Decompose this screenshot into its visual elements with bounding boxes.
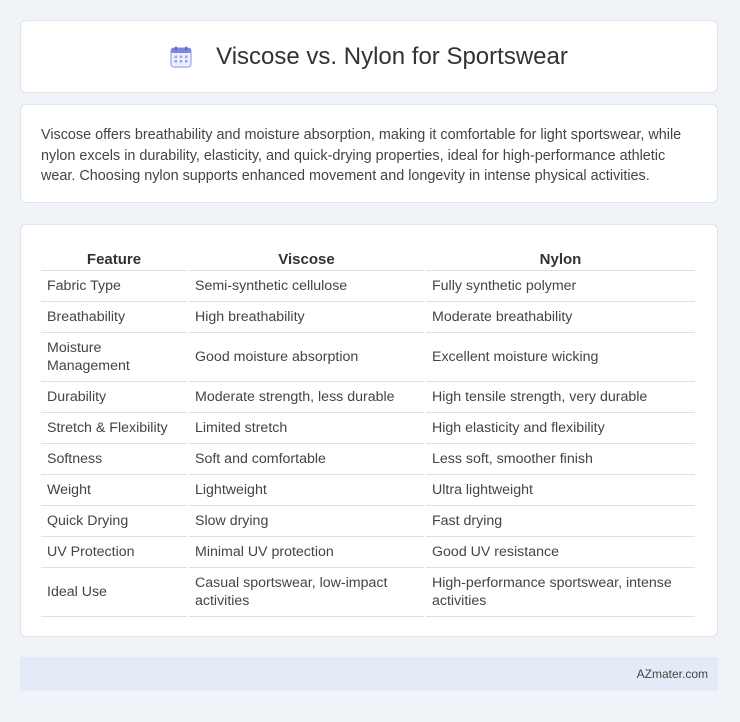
nylon-cell: Fully synthetic polymer xyxy=(426,271,695,302)
table-row xyxy=(41,537,695,568)
table-row xyxy=(41,271,695,302)
nylon-cell: Good UV resistance xyxy=(426,537,695,568)
table-row xyxy=(41,302,695,333)
nylon-cell: High elasticity and flexibility xyxy=(426,413,695,444)
nylon-cell: Moderate breathability xyxy=(426,302,695,333)
nylon-cell: Ultra lightweight xyxy=(426,475,695,506)
feature-cell: Durability xyxy=(41,382,187,413)
table-row xyxy=(41,333,695,382)
feature-cell: UV Protection xyxy=(41,537,187,568)
feature-cell: Fabric Type xyxy=(41,271,187,302)
nylon-cell: High-performance sportswear, intense activities xyxy=(426,568,695,617)
viscose-cell: High breathability xyxy=(189,302,424,333)
feature-cell: Moisture Management xyxy=(41,333,187,382)
table-header-row xyxy=(41,245,695,271)
viscose-cell: Minimal UV protection xyxy=(189,537,424,568)
feature-cell: Quick Drying xyxy=(41,506,187,537)
table-row xyxy=(41,444,695,475)
feature-cell: Weight xyxy=(41,475,187,506)
table-row xyxy=(41,413,695,444)
viscose-cell: Good moisture absorption xyxy=(189,333,424,382)
nylon-cell: Less soft, smoother finish xyxy=(426,444,695,475)
feature-cell: Softness xyxy=(41,444,187,475)
header-nylon: Nylon xyxy=(426,245,695,271)
viscose-cell: Lightweight xyxy=(189,475,424,506)
viscose-cell: Limited stretch xyxy=(189,413,424,444)
comparison-table xyxy=(39,245,697,617)
summary-card xyxy=(20,104,718,203)
feature-cell: Ideal Use xyxy=(41,568,187,617)
title-card xyxy=(20,20,718,93)
summary-text: Viscose offers breathability and moisture absorption, making it comfortable for light sportswear, while nylon excels in durability, elasticity, and quick-drying properties, ideal for high-performance athletic wear. Choosing nylon supports enhanced movement and longevity in intense physical activities. xyxy=(41,127,682,184)
viscose-cell: Semi-synthetic cellulose xyxy=(189,271,424,302)
footer-credit: AZmater.com xyxy=(636,667,708,681)
nylon-cell: Fast drying xyxy=(426,506,695,537)
nylon-cell: Excellent moisture wicking xyxy=(426,333,695,382)
viscose-cell: Moderate strength, less durable xyxy=(189,382,424,413)
viscose-cell: Soft and comfortable xyxy=(189,444,424,475)
comparison-card xyxy=(20,224,718,637)
header-viscose: Viscose xyxy=(189,245,424,271)
table-row xyxy=(41,475,695,506)
page-title: Viscose vs. Nylon for Sportswear xyxy=(216,42,568,70)
viscose-cell: Slow drying xyxy=(189,506,424,537)
table-row xyxy=(41,506,695,537)
calendar-icon xyxy=(170,46,192,68)
nylon-cell: High tensile strength, very durable xyxy=(426,382,695,413)
footer xyxy=(20,657,718,691)
table-row xyxy=(41,382,695,413)
table-row xyxy=(41,568,695,617)
feature-cell: Breathability xyxy=(41,302,187,333)
header-feature: Feature xyxy=(41,245,187,271)
feature-cell: Stretch & Flexibility xyxy=(41,413,187,444)
viscose-cell: Casual sportswear, low-impact activities xyxy=(189,568,424,617)
